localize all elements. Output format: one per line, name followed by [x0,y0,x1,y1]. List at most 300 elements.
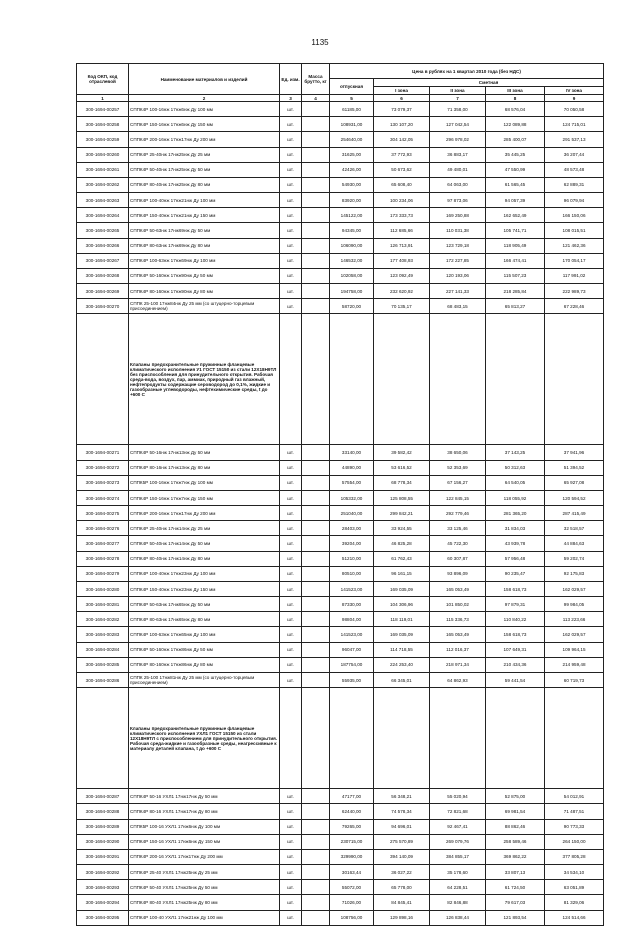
material-name-cell: СППК4Р 50-160нж 17нж86нж Ду 50 мм [129,642,280,657]
release-price-cell: 194758,00 [330,284,374,299]
zone-1-price-cell: 33 924,55 [374,521,430,536]
zone-4-price-cell: 121 462,36 [545,238,604,253]
release-price-cell: 55072,00 [330,880,374,895]
group-heading-row [77,314,604,445]
zone-3-price-cell: 61 565,45 [486,177,545,192]
zone-1-price-cell: 169 035,09 [374,627,430,642]
mass-cell [302,299,330,314]
okp-code-cell: 300-1694-00281 [77,597,129,612]
zone-1-price-cell: 169 035,09 [374,581,430,596]
release-price-cell: 62440,00 [330,804,374,819]
group-heading: Клапаны предохранительные пружинные фланцевые климатического исполнения УХЛ1 ГОСТ 15150 из стали 12Х18Н9ТЛ с приспособлением для принудительного открытия. Рабочая среда-жидкие и газообразные среды, неагрессивные к материалу деталей клапана, t до +600 С [129,688,280,789]
material-name-cell: СППК4Р 200-16нж 17нж17нж Ду 200 мм [129,506,280,521]
mass-cell [302,657,330,672]
zone-2-price-cell: 64 862,93 [430,672,486,687]
okp-code-cell: 300-1694-00288 [77,804,129,819]
empty-cell [77,314,129,445]
okp-code-cell: 300-1694-00286 [77,672,129,687]
zone-3-price-cell: 64 540,05 [486,475,545,490]
material-name-cell: СППК4Р 100-40нж 17нж21нж Ду 100 мм [129,193,280,208]
unit-cell: шт. [280,193,302,208]
release-price-cell: 42426,00 [330,162,374,177]
table-row [77,581,604,596]
zone-2-price-cell: 110 031,38 [430,223,486,238]
zone-2-price-cell: 165 053,49 [430,581,486,596]
zone-4-price-cell: 44 884,63 [545,536,604,551]
material-name-cell: СППК4Р 50-40нж 17нж14нж Ду 50 мм [129,536,280,551]
table-row [77,445,604,460]
zone-3-price-cell: 94 057,39 [486,193,545,208]
zone-3-price-cell: 285 400,07 [486,132,545,147]
unit-cell: шт. [280,132,302,147]
zone-2-price-cell: 126 838,44 [430,910,486,925]
column-number: 3 [280,95,302,102]
unit-cell: шт. [280,238,302,253]
unit-cell: шт. [280,223,302,238]
unit-cell: шт. [280,880,302,895]
zone-4-price-cell: 51 394,52 [545,460,604,475]
material-name-cell: СППК4Р 80-16нж 17нж13нж Ду 80 мм [129,460,280,475]
mass-cell [302,223,330,238]
zone-4-price-cell: 36 207,44 [545,147,604,162]
unit-cell: шт. [280,849,302,864]
release-price-cell: 94345,00 [330,223,374,238]
unit-cell: шт. [280,475,302,490]
table-row [77,299,604,314]
zone-1-price-cell: 96 161,15 [374,566,430,581]
table-row [77,672,604,687]
zone-4-price-cell: 166 150,06 [545,208,604,223]
okp-code-cell: 300-1694-00284 [77,642,129,657]
mass-cell [302,132,330,147]
table-row [77,819,604,834]
mass-cell [302,849,330,864]
zone-2-price-cell: 35 178,60 [430,865,486,880]
column-number: 5 [330,95,374,102]
release-price-cell: 108931,00 [330,117,374,132]
empty-cell [302,688,330,789]
table-row [77,162,604,177]
zone-3-price-cell: 118 905,49 [486,238,545,253]
mass-cell [302,445,330,460]
zone-3-price-cell: 50 312,63 [486,460,545,475]
unit-cell: шт. [280,804,302,819]
zone-2-price-cell: 112 016,37 [430,642,486,657]
unit-cell: шт. [280,102,302,117]
zone-4-price-cell: 264 150,00 [545,834,604,849]
zone-2-price-cell: 38 650,06 [430,445,486,460]
zone-1-price-cell: 130 107,20 [374,117,430,132]
zone-4-price-cell: 67 228,46 [545,299,604,314]
okp-code-cell: 300-1694-00258 [77,117,129,132]
empty-cell [330,688,374,789]
okp-code-cell: 300-1694-00276 [77,521,129,536]
material-name-cell: СППК 25-100 17нж84нж Ду 25 мм (со штуцерно-торцевым присоединением) [129,299,280,314]
release-price-cell: 108756,00 [330,910,374,925]
zone-3-price-cell: 35 445,25 [486,147,545,162]
column-number-row [77,95,604,102]
okp-code-cell: 300-1694-00292 [77,865,129,880]
zone-1-price-cell: 65 608,40 [374,177,430,192]
zone-1-price-cell: 126 713,91 [374,238,430,253]
unit-cell: шт. [280,789,302,804]
zone-2-price-cell: 60 307,87 [430,551,486,566]
mass-cell [302,597,330,612]
zone-4-price-cell: 92 175,83 [545,566,604,581]
okp-code-cell: 300-1694-00257 [77,102,129,117]
mass-cell [302,506,330,521]
okp-code-cell: 300-1694-00268 [77,268,129,283]
unit-cell: шт. [280,162,302,177]
column-number: 1 [77,95,129,102]
material-name-cell: СППК4Р 50-40нж 17нж25нж Ду 50 мм [129,162,280,177]
okp-code-cell: 300-1694-00263 [77,193,129,208]
table-row [77,612,604,627]
zone-1-price-cell: 50 673,62 [374,162,430,177]
mass-cell [302,117,330,132]
release-price-cell: 30163,44 [330,865,374,880]
zone-4-price-cell: 108 015,51 [545,223,604,238]
okp-code-cell: 300-1694-00293 [77,880,129,895]
price-table [76,63,604,926]
table-row [77,880,604,895]
material-name-cell: СППК5Р 100-16нж 17нж7нж Ду 100 мм [129,475,280,490]
zone-4-price-cell: 90 773,33 [545,819,604,834]
mass-cell [302,268,330,283]
okp-code-cell: 300-1694-00259 [77,132,129,147]
table-row [77,804,604,819]
release-price-cell: 28403,00 [330,521,374,536]
zone-3-price-cell: 158 618,73 [486,627,545,642]
empty-cell [430,314,486,445]
release-price-cell: 55935,00 [330,672,374,687]
unit-cell: шт. [280,268,302,283]
zone-4-price-cell: 162 029,57 [545,581,604,596]
zone-3-price-cell: 118 055,92 [486,490,545,505]
table-row [77,551,604,566]
zone-3-price-cell: 88 862,46 [486,819,545,834]
zone-4-price-cell: 96 079,94 [545,193,604,208]
okp-code-cell: 300-1694-00282 [77,612,129,627]
empty-cell [486,688,545,789]
zone-2-price-cell: 49 480,01 [430,162,486,177]
zone-1-price-cell: 118 119,01 [374,612,430,627]
okp-code-cell: 300-1694-00278 [77,551,129,566]
okp-code-cell: 300-1694-00295 [77,910,129,925]
table-row [77,521,604,536]
okp-code-cell: 300-1694-00271 [77,445,129,460]
mass-cell [302,804,330,819]
zone-4-price-cell: 214 959,48 [545,657,604,672]
unit-cell: шт. [280,895,302,910]
zone-1-price-cell: 68 778,34 [374,475,430,490]
mass-cell [302,910,330,925]
table-row [77,475,604,490]
zone-3-price-cell: 69 981,54 [486,804,545,819]
empty-cell [330,314,374,445]
zone-2-price-cell: 227 141,33 [430,284,486,299]
mass-cell [302,475,330,490]
zone-4-price-cell: 124 715,01 [545,117,604,132]
table-row [77,284,604,299]
empty-cell [374,314,430,445]
unit-cell: шт. [280,506,302,521]
zone-1-price-cell: 232 620,92 [374,284,430,299]
material-name-cell: СППК4Р 80-160нж 17нж90нж Ду 80 мм [129,284,280,299]
zone-2-price-cell: 97 873,06 [430,193,486,208]
unit-cell: шт. [280,597,302,612]
zone-2-price-cell: 172 227,85 [430,253,486,268]
release-price-cell: 51210,00 [330,551,374,566]
material-name-cell: СППК4Р 150-40нж 17нж23нж Ду 150 мм [129,581,280,596]
material-name-cell: СППК4Р 80-16 УХЛ1 17нж17нж Ду 80 мм [129,804,280,819]
unit-cell: шт. [280,657,302,672]
empty-cell [430,688,486,789]
material-name-cell: СППК4Р 25-40нж 17нж14нж Ду 25 мм [129,521,280,536]
release-price-cell: 105332,00 [330,490,374,505]
table-row [77,177,604,192]
zone-3-price-cell: 122 089,88 [486,117,545,132]
material-name-cell: СППК4Р 50-63нж 17нж69нж Ду 50 мм [129,223,280,238]
zone-1-price-cell: 299 842,21 [374,506,430,521]
table-row [77,193,604,208]
table-body [77,102,604,926]
release-price-cell: 57554,00 [330,475,374,490]
mass-cell [302,147,330,162]
zone-3-price-cell: 65 813,27 [486,299,545,314]
unit-cell: шт. [280,566,302,581]
zone-1-price-cell: 129 898,16 [374,910,430,925]
mass-cell [302,819,330,834]
material-name-cell: СППК5Р 100-16 УХЛ1 17нж6нж Ду 100 мм [129,819,280,834]
unit-cell: шт. [280,208,302,223]
table-row [77,657,604,672]
zone-2-price-cell: 72 821,68 [430,804,486,819]
table-row [77,208,604,223]
okp-code-cell: 300-1694-00289 [77,819,129,834]
okp-code-cell: 300-1694-00277 [77,536,129,551]
okp-code-cell: 300-1694-00266 [77,238,129,253]
zone-1-price-cell: 94 696,01 [374,819,430,834]
zone-4-price-cell: 109 964,15 [545,642,604,657]
zone-4-price-cell: 120 594,52 [545,490,604,505]
mass-cell [302,536,330,551]
zone-1-price-cell: 53 616,52 [374,460,430,475]
mass-cell [302,490,330,505]
zone-3-price-cell: 61 724,50 [486,880,545,895]
release-price-cell: 79265,00 [330,819,374,834]
release-price-cell: 54930,00 [330,177,374,192]
mass-cell [302,162,330,177]
unit-cell: шт. [280,581,302,596]
zone-1-price-cell: 61 762,43 [374,551,430,566]
table-row [77,849,604,864]
zone-2-price-cell: 384 855,17 [430,849,486,864]
zone-4-price-cell: 99 984,05 [545,597,604,612]
zone-1-price-cell: 56 348,21 [374,789,430,804]
mass-cell [302,612,330,627]
mass-cell [302,551,330,566]
zone-4-price-cell: 32 518,57 [545,521,604,536]
zone-2-price-cell: 296 978,02 [430,132,486,147]
header-zone-3: III зона [486,87,545,95]
unit-cell: шт. [280,819,302,834]
zone-1-price-cell: 46 825,28 [374,536,430,551]
zone-1-price-cell: 100 234,06 [374,193,430,208]
material-name-cell: СППК4Р 80-63нж 17нж65нж Ду 80 мм [129,612,280,627]
zone-3-price-cell: 79 617,03 [486,895,545,910]
zone-4-price-cell: 65 927,08 [545,475,604,490]
zone-1-price-cell: 70 135,17 [374,299,430,314]
zone-3-price-cell: 43 939,78 [486,536,545,551]
release-price-cell: 87330,00 [330,597,374,612]
zone-4-price-cell: 162 029,57 [545,627,604,642]
release-price-cell: 187754,00 [330,657,374,672]
page-number: 1135 [311,38,329,47]
zone-3-price-cell: 33 807,13 [486,865,545,880]
mass-cell [302,208,330,223]
zone-1-price-cell: 304 142,05 [374,132,430,147]
release-price-cell: 251040,00 [330,506,374,521]
mass-cell [302,193,330,208]
release-price-cell: 58720,00 [330,299,374,314]
zone-4-price-cell: 170 054,17 [545,253,604,268]
okp-code-cell: 300-1694-00287 [77,789,129,804]
okp-code-cell: 300-1694-00280 [77,581,129,596]
table-row [77,865,604,880]
zone-1-price-cell: 173 333,73 [374,208,430,223]
empty-cell [77,688,129,789]
release-price-cell: 98804,00 [330,612,374,627]
table-row [77,253,604,268]
zone-1-price-cell: 112 685,66 [374,223,430,238]
zone-2-price-cell: 93 896,09 [430,566,486,581]
zone-2-price-cell: 36 883,17 [430,147,486,162]
zone-4-price-cell: 34 534,10 [545,865,604,880]
mass-cell [302,627,330,642]
zone-4-price-cell: 117 991,02 [545,268,604,283]
mass-cell [302,672,330,687]
mass-cell [302,238,330,253]
zone-3-price-cell: 52 875,00 [486,789,545,804]
table-row [77,627,604,642]
empty-cell [545,688,604,789]
unit-cell: шт. [280,445,302,460]
table-row [77,789,604,804]
unit-cell: шт. [280,299,302,314]
okp-code-cell: 300-1694-00264 [77,208,129,223]
okp-code-cell: 300-1694-00267 [77,253,129,268]
zone-1-price-cell: 65 778,00 [374,880,430,895]
header-name: Наименование материалов и изделий [129,64,280,95]
zone-2-price-cell: 82 846,88 [430,895,486,910]
mass-cell [302,284,330,299]
zone-4-price-cell: 37 941,96 [545,445,604,460]
header-release: отпускная [330,79,374,95]
empty-cell [486,314,545,445]
zone-1-price-cell: 123 092,49 [374,268,430,283]
material-name-cell: СППК4Р 200-16нж 17нж17нж Ду 200 мм [129,132,280,147]
release-price-cell: 96047,00 [330,642,374,657]
mass-cell [302,895,330,910]
material-name-cell: СППК4Р 80-40нж 17нж25нж Ду 80 мм [129,177,280,192]
zone-3-price-cell: 47 550,99 [486,162,545,177]
material-name-cell: СППК4Р 25-40 УХЛ1 17нж25нж Ду 25 мм [129,865,280,880]
header-zone-4: IV зона [545,87,604,95]
zone-3-price-cell: 37 143,25 [486,445,545,460]
zone-3-price-cell: 107 649,31 [486,642,545,657]
unit-cell: шт. [280,117,302,132]
material-name-cell: СППК4Р 150-16нж 17нж6нж Ду 150 мм [129,117,280,132]
zone-2-price-cell: 115 336,73 [430,612,486,627]
empty-cell [302,314,330,445]
table-header [77,64,604,102]
header-code: Код ОКП, код отраслевой [77,64,129,95]
material-name-cell: СППК4Р 100-40 УХЛ1 17нж21нж Ду 100 мм [129,910,280,925]
unit-cell: шт. [280,490,302,505]
material-name-cell: СППК4Р 200-16 УХЛ1 17нж17нж Ду 200 мм [129,849,280,864]
table-row [77,490,604,505]
zone-3-price-cell: 110 840,22 [486,612,545,627]
zone-4-price-cell: 59 202,74 [545,551,604,566]
empty-cell [545,314,604,445]
zone-2-price-cell: 101 850,02 [430,597,486,612]
table-row [77,238,604,253]
zone-1-price-cell: 84 845,41 [374,895,430,910]
zone-2-price-cell: 122 845,15 [430,490,486,505]
mass-cell [302,253,330,268]
unit-cell: шт. [280,284,302,299]
table-row [77,834,604,849]
zone-4-price-cell: 71 487,51 [545,804,604,819]
release-price-cell: 145122,00 [330,208,374,223]
mass-cell [302,834,330,849]
unit-cell: шт. [280,865,302,880]
mass-cell [302,566,330,581]
material-name-cell: СППК4Р 100-16нж 17нж6нж Ду 100 мм [129,102,280,117]
mass-cell [302,880,330,895]
header-zone-1: I зона [374,87,430,95]
zone-3-price-cell: 97 879,31 [486,597,545,612]
zone-4-price-cell: 291 537,13 [545,132,604,147]
zone-1-price-cell: 36 027,22 [374,865,430,880]
zone-4-price-cell: 113 223,66 [545,612,604,627]
group-heading-row [77,688,604,789]
material-name-cell: СППК4Р 150-16нж 17нж7нж Ду 150 мм [129,490,280,505]
unit-cell: шт. [280,460,302,475]
zone-3-price-cell: 369 862,22 [486,849,545,864]
release-price-cell: 71026,00 [330,895,374,910]
header-unit: Ед. изм. [280,64,302,95]
zone-2-price-cell: 218 971,34 [430,657,486,672]
zone-2-price-cell: 68 483,15 [430,299,486,314]
zone-3-price-cell: 210 434,36 [486,657,545,672]
okp-code-cell: 300-1694-00291 [77,849,129,864]
zone-3-price-cell: 281 365,20 [486,506,545,521]
okp-code-cell: 300-1694-00290 [77,834,129,849]
release-price-cell: 146532,00 [330,253,374,268]
table-row [77,536,604,551]
zone-3-price-cell: 166 474,41 [486,253,545,268]
zone-4-price-cell: 70 050,58 [545,102,604,117]
zone-4-price-cell: 60 719,73 [545,672,604,687]
release-price-cell: 80510,00 [330,566,374,581]
table-row [77,642,604,657]
okp-code-cell: 300-1694-00261 [77,162,129,177]
material-name-cell: СППК4Р 80-40нж 17нж14нж Ду 80 мм [129,551,280,566]
material-name-cell: СППК4Р 150-16 УХЛ1 17нж6нж Ду 150 мм [129,834,280,849]
zone-4-price-cell: 124 514,66 [545,910,604,925]
